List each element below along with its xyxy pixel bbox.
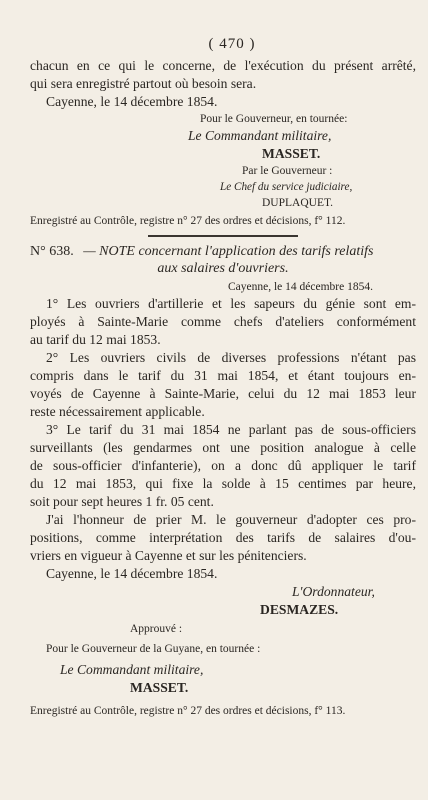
note-title-text: — NOTE concernant l'application des tarifs relatifs: [83, 244, 374, 259]
note-dateline: Cayenne, le 14 décembre 1854.: [228, 281, 373, 293]
text-line: de sous-officier d'infanterie), on a donc dû appliquer le tarif: [30, 458, 416, 473]
text-line: compris dans le tarif du 31 mai 1854, et étant toujours en-: [30, 368, 416, 383]
text-line: J'ai l'honneur de prier M. le gouverneur d'adopter ces pro-: [46, 512, 416, 527]
approval-name: MASSET.: [130, 680, 189, 695]
text-line: 3° Le tarif du 31 mai 1854 ne parlant pas de sous-officiers: [46, 422, 416, 437]
note-number: N° 638.: [30, 244, 74, 259]
note-title: [30, 243, 416, 260]
text-line: 2° Les ouvriers civils de diverses professions n'étant pas: [46, 350, 416, 365]
text-line: vriers en vigueur à Cayenne et sur les pénitenciers.: [30, 548, 307, 563]
note-title-line2: aux salaires d'ouvriers.: [157, 261, 289, 276]
approval-pour: Pour le Gouverneur de la Guyane, en tournée :: [46, 643, 261, 655]
signature-par: Par le Gouverneur :: [242, 165, 333, 177]
signature-role: L'Ordonnateur,: [292, 584, 375, 599]
text-line: voyés de Cayenne à Sainte-Marie, celui du 12 mai 1853 leur: [30, 386, 416, 401]
signature-name: DESMAZES.: [260, 602, 339, 617]
text-line: du 12 mai 1853, qui fixe la solde à 15 centimes par heure,: [30, 476, 416, 491]
registration-line: Enregistré au Contrôle, registre n° 27 des ordres et décisions, f° 112.: [30, 215, 346, 227]
signature-name: MASSET.: [262, 146, 321, 161]
text-line: 1° Les ouvriers d'artillerie et les sapeurs du génie sont em-: [46, 296, 416, 311]
approval-role: Le Commandant militaire,: [60, 662, 204, 677]
signature-chef-name: DUPLAQUET.: [262, 197, 334, 209]
text-line: au tarif du 12 mai 1853.: [30, 332, 161, 347]
date-line: Cayenne, le 14 décembre 1854.: [46, 566, 218, 581]
registration-line: Enregistré au Contrôle, registre n° 27 des ordres et décisions, f° 113.: [30, 705, 346, 717]
page-number: ( 470 ): [208, 36, 256, 52]
text-line: positions, comme interprétation des tarifs de salaires d'ou-: [30, 530, 416, 545]
text-line: soit pour sept heures 1 fr. 05 cent.: [30, 494, 214, 509]
text-line: reste nécessairement applicable.: [30, 404, 205, 419]
approved-label: Approuvé :: [130, 623, 183, 635]
text-line: qui sera enregistré partout où besoin sera.: [30, 76, 257, 91]
signature-role: Le Commandant militaire,: [188, 128, 332, 143]
date-line: Cayenne, le 14 décembre 1854.: [46, 94, 218, 109]
text-line: surveillants (les gendarmes ont une position analogue à celle: [30, 440, 416, 455]
text-line: chacun en ce qui le concerne, de l'exécution du présent arrêté,: [30, 58, 416, 73]
separator-rule: [148, 235, 298, 237]
signature-chef: Le Chef du service judiciaire,: [220, 181, 353, 193]
text-line: ployés à Sainte-Marie comme chefs d'ateliers conformément: [30, 314, 416, 329]
signature-pour: Pour le Gouverneur, en tournée:: [200, 113, 348, 125]
